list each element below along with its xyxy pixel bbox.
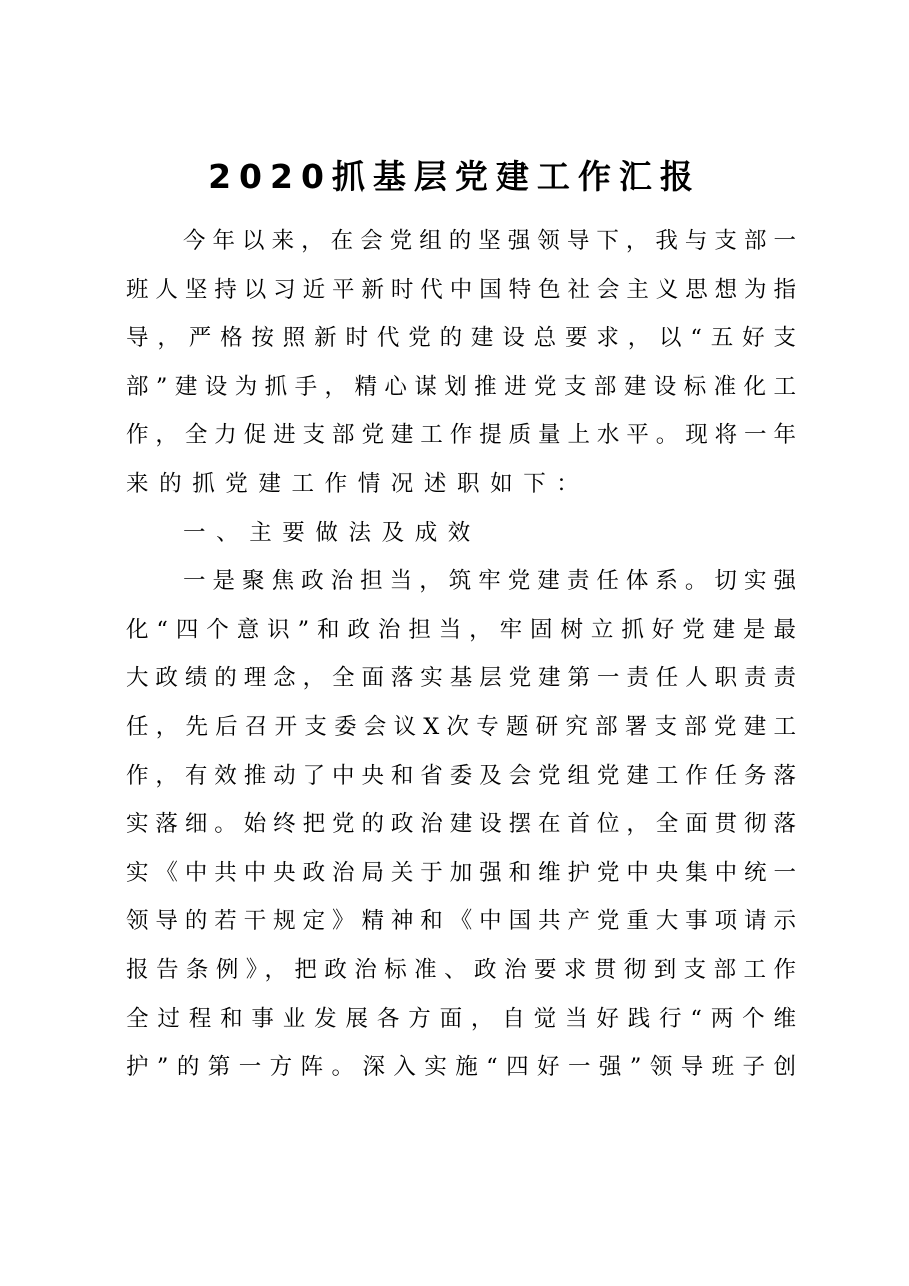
paragraph-line: 任，先后召开支委会议X次专题研究部署支部党建工 (126, 713, 796, 740)
document-title: 2020抓基层党建工作汇报 (208, 157, 701, 196)
paragraph-line: 作，有效推动了中央和省委及会党组党建工作任务落 (126, 762, 796, 789)
paragraph-line: 班人坚持以习近平新时代中国特色社会主义思想为指 (126, 276, 796, 303)
paragraph-line: 今年以来，在会党组的坚强领导下，我与支部一 (183, 228, 796, 254)
paragraph-line: 一是聚焦政治担当，筑牢党建责任体系。切实强 (183, 568, 796, 595)
paragraph-line: 作，全力促进支部党建工作提质量上水平。现将一年 (126, 422, 796, 449)
paragraph-line: 实《中共中央政治局关于加强和维护党中央集中统一 (126, 859, 796, 886)
paragraph-line: 大政绩的理念，全面落实基层党建第一责任人职责责 (126, 665, 796, 692)
paragraph-line: 护”的第一方阵。深入实施“四好一强”领导班子创 (126, 1054, 796, 1081)
paragraph-line: 实落细。始终把党的政治建设摆在首位，全面贯彻落 (126, 811, 796, 838)
section-heading: 一、主要做法及成效 (183, 519, 481, 546)
paragraph-line: 全过程和事业发展各方面，自觉当好践行“两个维 (126, 1005, 796, 1032)
document-body (126, 217, 796, 1092)
paragraph-line: 导，严格按照新时代党的建设总要求，以“五好支 (126, 325, 796, 352)
paragraph-line: 化“四个意识”和政治担当，牢固树立抓好党建是最 (126, 616, 796, 643)
paragraph-line: 领导的若干规定》精神和《中国共产党重大事项请示 (126, 908, 796, 935)
paragraph-line: 来的抓党建工作情况述职如下： (126, 470, 590, 497)
paragraph-line: 部”建设为抓手，精心谋划推进党支部建设标准化工 (126, 373, 796, 400)
paragraph-line: 报告条例》，把政治标准、政治要求贯彻到支部工作 (126, 956, 796, 983)
